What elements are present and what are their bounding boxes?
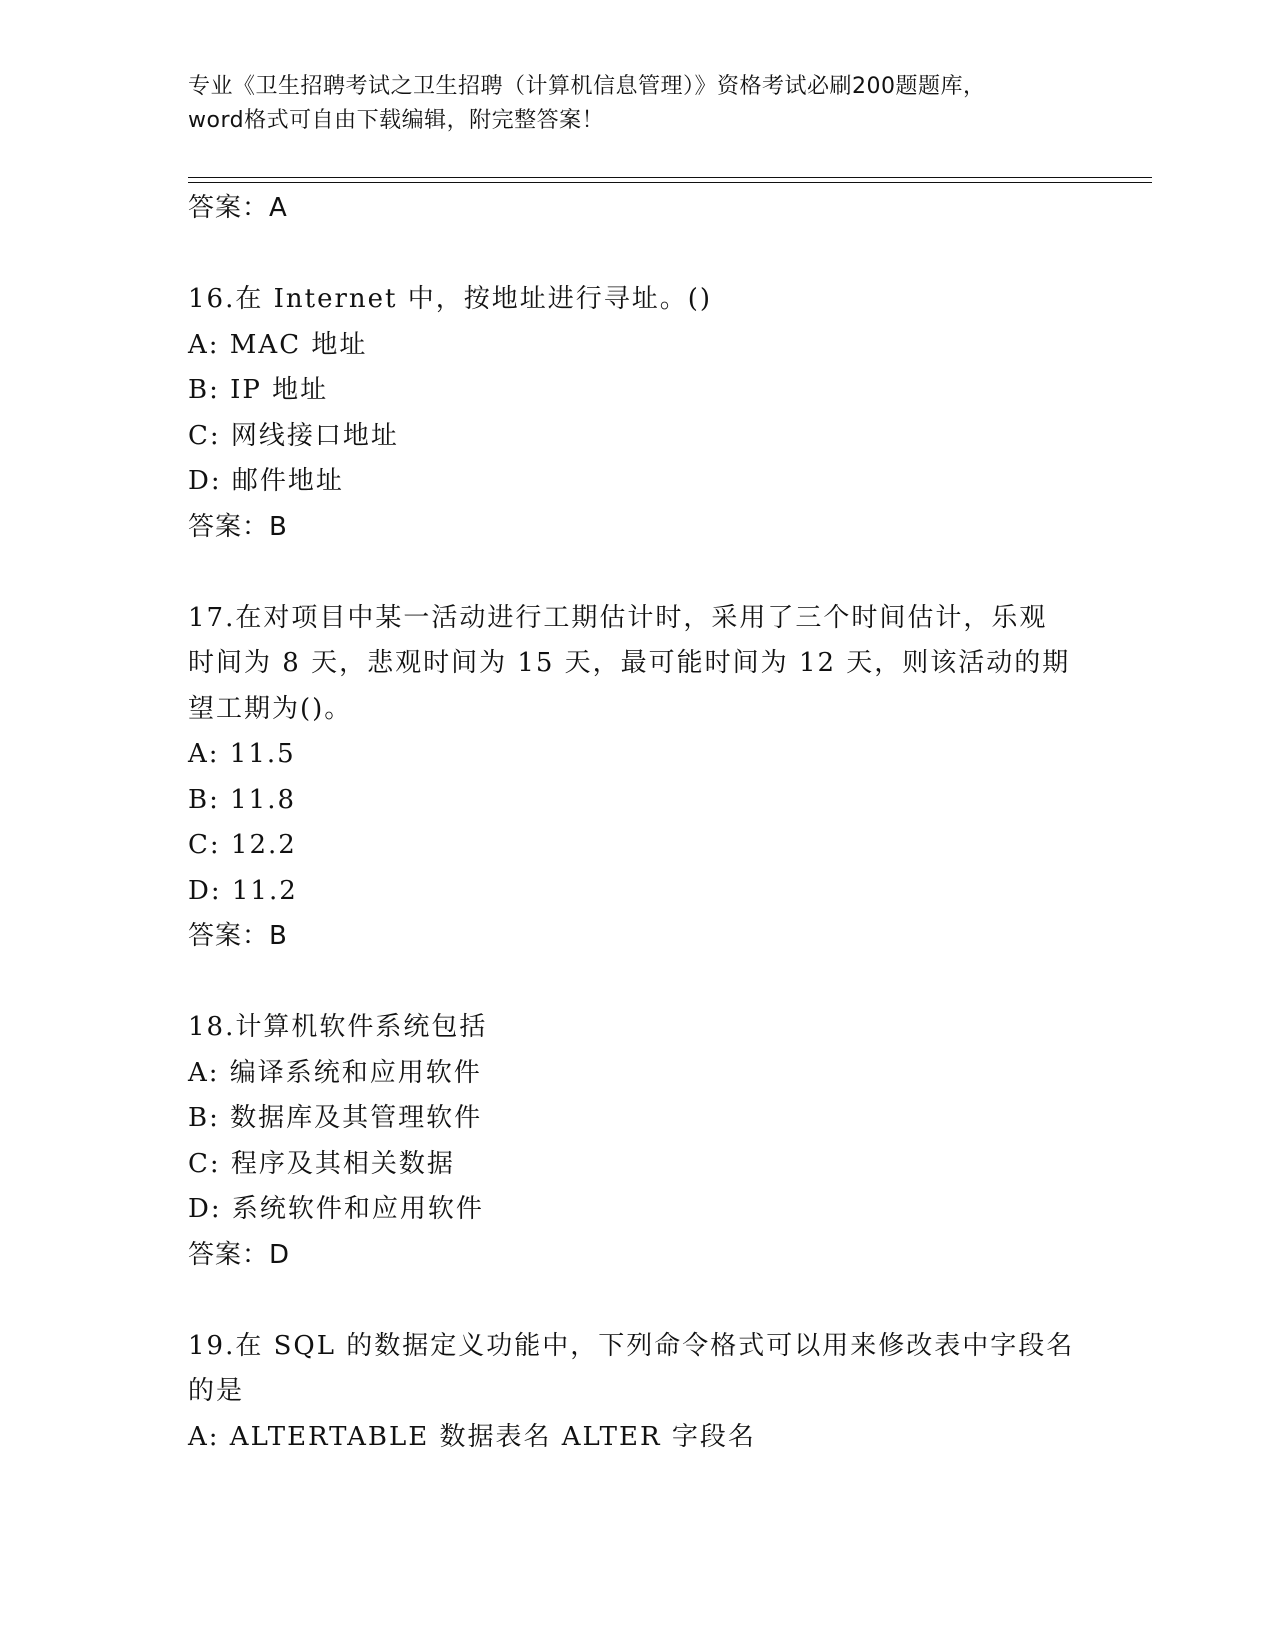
answer-line: 答案：D bbox=[188, 1239, 291, 1270]
question-text: 时间为 8 天，悲观时间为 15 天，最可能时间为 12 天，则该活动的期 bbox=[188, 648, 1071, 678]
option-a: A: 11.5 bbox=[188, 739, 296, 769]
spacer bbox=[188, 960, 1088, 1006]
spacer bbox=[188, 1278, 1088, 1324]
option-b: B: IP 地址 bbox=[188, 375, 329, 405]
header-title-line-1: 专业《卫生招聘考试之卫生招聘（计算机信息管理）》资格考试必刷200题题库， bbox=[188, 74, 986, 99]
option-c: C: 网线接口地址 bbox=[188, 420, 399, 451]
option-c: C: 12.2 bbox=[188, 830, 297, 860]
question-text: 19.在 SQL 的数据定义功能中，下列命令格式可以用来修改表中字段名 bbox=[188, 1330, 1075, 1361]
question-text: 望工期为()。 bbox=[188, 693, 353, 724]
option-d: D: 邮件地址 bbox=[188, 466, 344, 496]
option-a: A: 编译系统和应用软件 bbox=[188, 1057, 482, 1088]
header-title-line-2: word格式可自由下载编辑，附完整答案！ bbox=[188, 108, 605, 133]
question-block-16 bbox=[188, 277, 1088, 550]
option-d: D: 11.2 bbox=[188, 875, 298, 906]
question-text: 的是 bbox=[188, 1376, 245, 1406]
document-header bbox=[188, 70, 1088, 138]
header-divider-bottom bbox=[188, 182, 1152, 183]
question-text: 16.在 Internet 中，按地址进行寻址。() bbox=[188, 284, 713, 314]
spacer bbox=[188, 232, 1088, 278]
option-b: B: 数据库及其管理软件 bbox=[188, 1103, 483, 1133]
question-block-19 bbox=[188, 1324, 1088, 1461]
spacer bbox=[188, 550, 1088, 596]
answer-line: 答案：A bbox=[188, 193, 288, 223]
header-divider-top bbox=[188, 177, 1152, 178]
option-a: A: ALTERTABLE 数据表名 ALTER 字段名 bbox=[188, 1421, 756, 1452]
question-text: 17.在对项目中某一活动进行工期估计时，采用了三个时间估计，乐观 bbox=[188, 602, 1048, 633]
question-block-17 bbox=[188, 596, 1088, 960]
option-b: B: 11.8 bbox=[188, 784, 297, 815]
question-block-18 bbox=[188, 1005, 1088, 1278]
option-a: A: MAC 地址 bbox=[188, 329, 368, 360]
option-d: D: 系统软件和应用软件 bbox=[188, 1194, 484, 1224]
answer-line: 答案：B bbox=[188, 511, 288, 542]
question-text: 18.计算机软件系统包括 bbox=[188, 1012, 488, 1042]
question-list bbox=[188, 186, 1088, 1460]
option-c: C: 程序及其相关数据 bbox=[188, 1148, 455, 1179]
answer-line: 答案：B bbox=[188, 921, 288, 951]
